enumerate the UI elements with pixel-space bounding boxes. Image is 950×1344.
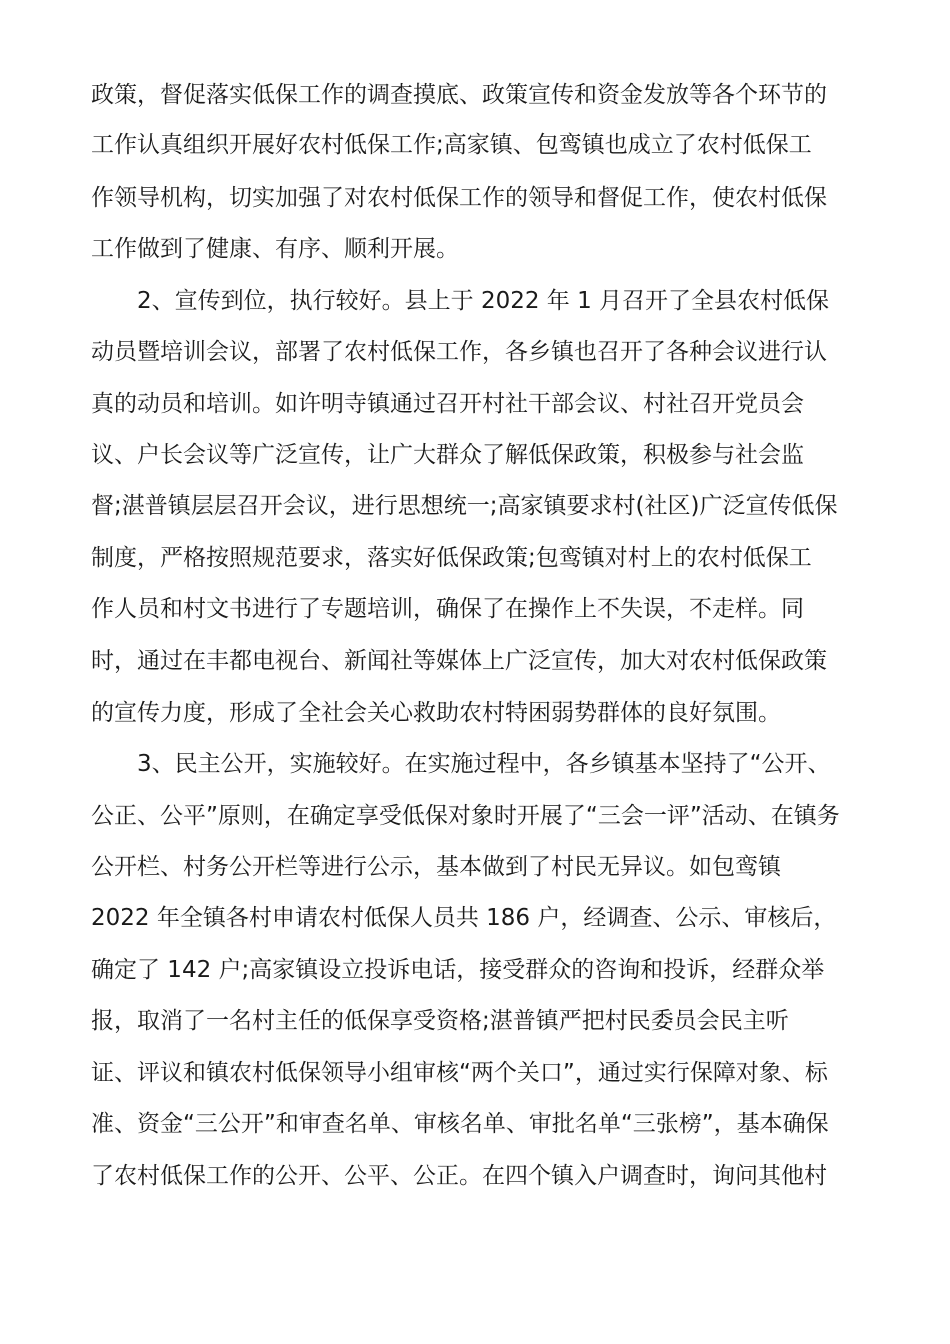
paragraph-start-line: 3、民主公开，实施较好。在实施过程中，各乡镇基本坚持了“公开、 [137, 751, 831, 777]
text-line: 时，通过在丰都电视台、新闻社等媒体上广泛宣传，加大对农村低保政策 [91, 648, 827, 674]
text-line: 作领导机构，切实加强了对农村低保工作的领导和督促工作，使农村低保 [91, 185, 827, 211]
text-line: 议、户长会议等广泛宣传，让广大群众了解低保政策，积极参与社会监 [91, 442, 804, 468]
text-line: 督;湛普镇层层召开会议，进行思想统一;高家镇要求村(社区)广泛宣传低保 [91, 493, 838, 519]
paragraph-start-line: 2、宣传到位，执行较好。县上于 2022 年 1 月召开了全县农村低保 [137, 288, 830, 314]
text-line: 的宣传力度，形成了全社会关心救助农村特困弱势群体的良好氛围。 [91, 700, 781, 726]
text-line: 了农村低保工作的公开、公平、公正。在四个镇入户调查时，询问其他村 [91, 1163, 827, 1189]
text-line: 动员暨培训会议，部署了农村低保工作，各乡镇也召开了各种会议进行认 [91, 339, 827, 365]
text-line: 真的动员和培训。如许明寺镇通过召开村社干部会议、村社召开党员会 [91, 391, 804, 417]
text-line: 制度，严格按照规范要求，落实好低保政策;包鸾镇对村上的农村低保工 [91, 545, 812, 571]
text-line: 准、资金“三公开”和审查名单、审核名单、审批名单“三张榜”，基本确保 [91, 1111, 829, 1137]
text-line: 报，取消了一名村主任的低保享受资格;湛普镇严把村民委员会民主听 [91, 1008, 789, 1034]
text-line: 公正、公平”原则，在确定享受低保对象时开展了“三会一评”活动、在镇务 [91, 803, 840, 829]
text-line: 证、评议和镇农村低保领导小组审核“两个关口”，通过实行保障对象、标 [91, 1060, 828, 1086]
text-line: 政策，督促落实低保工作的调查摸底、政策宣传和资金发放等各个环节的 [91, 82, 827, 108]
text-line: 作人员和村文书进行了专题培训，确保了在操作上不失误，不走样。同 [91, 596, 804, 622]
text-line: 工作认真组织开展好农村低保工作;高家镇、包鸾镇也成立了农村低保工 [91, 132, 812, 158]
text-line: 工作做到了健康、有序、顺利开展。 [91, 236, 459, 262]
text-line: 公开栏、村务公开栏等进行公示，基本做到了村民无异议。如包鸾镇 [91, 854, 781, 880]
text-line: 2022 年全镇各村申请农村低保人员共 186 户，经调查、公示、审核后， [91, 905, 837, 931]
text-line: 确定了 142 户;高家镇设立投诉电话，接受群众的咨询和投诉，经群众举 [91, 957, 825, 983]
